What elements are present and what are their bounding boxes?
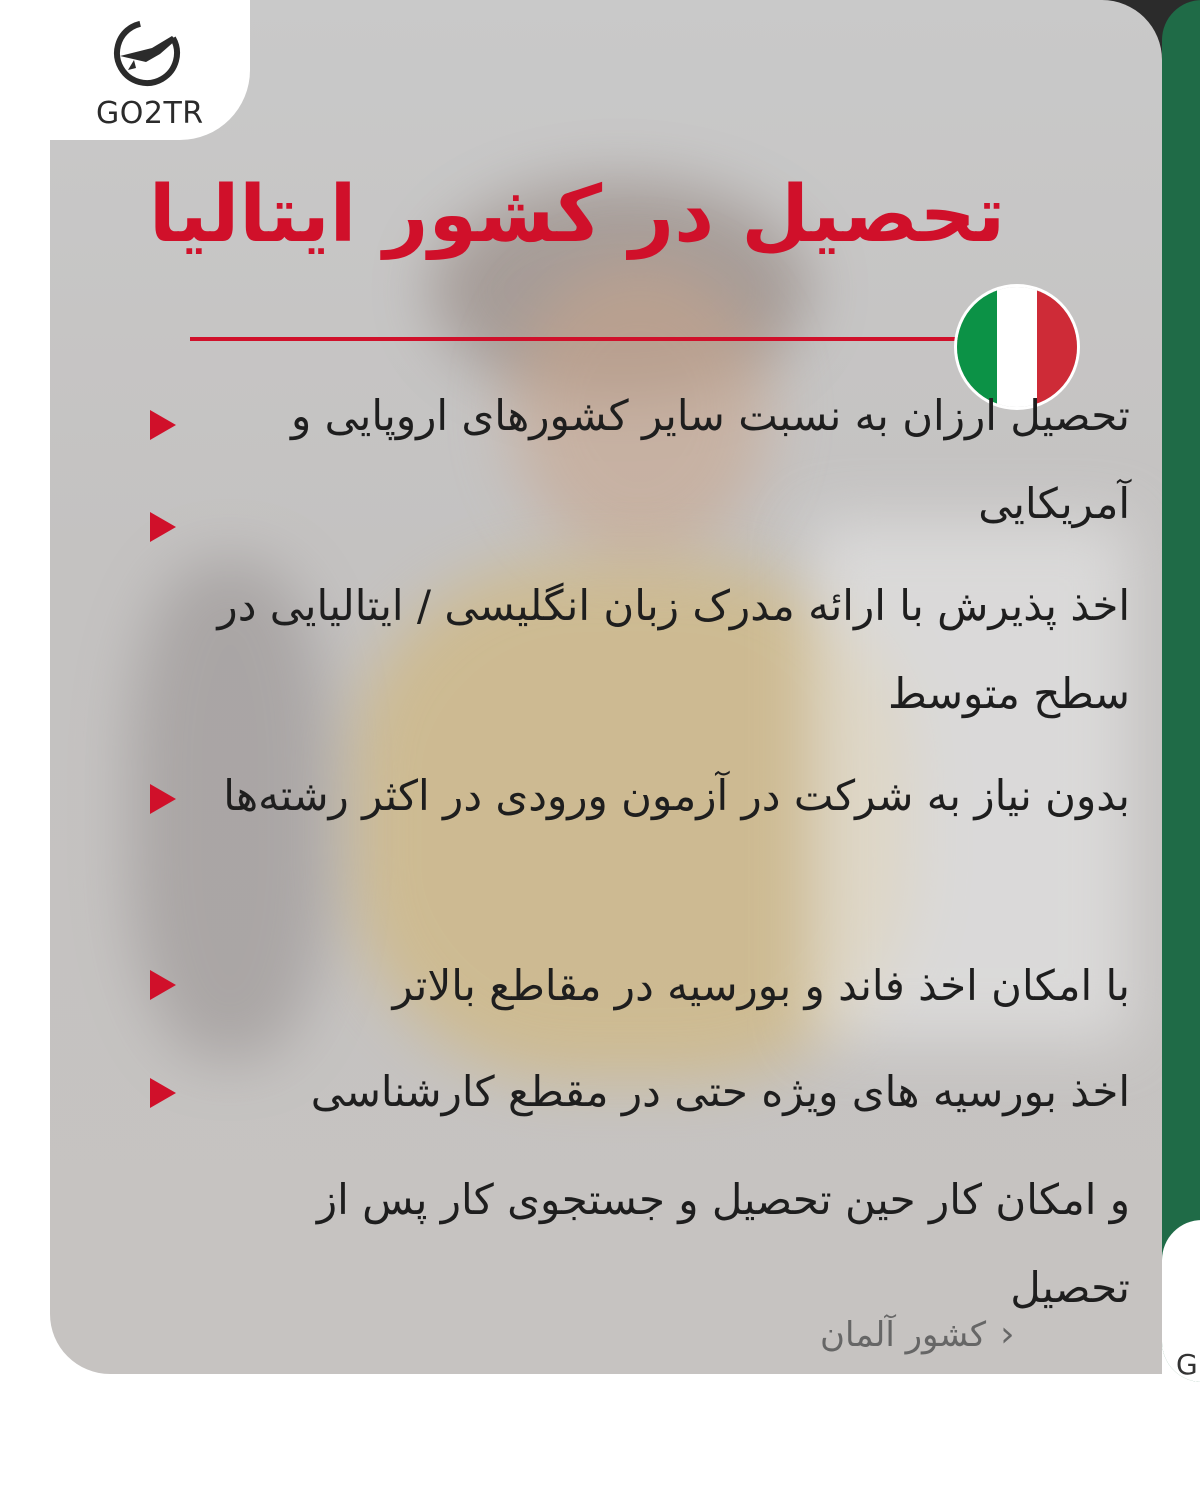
list-item: و امکان کار حین تحصیل و جستجوی کار پس از تحصیل: [316, 1175, 1130, 1312]
bullet-icon: [150, 970, 176, 1000]
list-item: بدون نیاز به شرکت در آزمون ورودی در اکثر رشته‌ها: [223, 771, 1130, 820]
list-item: اخذ پذیرش با ارائه مدرک زبان انگلیسی / ایتالیایی در سطح متوسط: [217, 581, 1130, 718]
list-item: با امکان اخذ فاند و بورسیه در مقاطع بالاتر: [392, 961, 1130, 1010]
next-slide-logo-text: G: [1176, 1348, 1198, 1381]
list-item: تحصیل ارزان به نسبت سایر کشورهای اروپایی و آمریکایی: [291, 391, 1130, 528]
next-country-label: کشور آلمان: [820, 1315, 987, 1355]
logo-text: GO2TR: [96, 96, 204, 131]
page-title: تحصیل در کشور ایتالیا: [148, 170, 1006, 260]
list-item: اخذ بورسیه های ویژه حتی در مقطع کارشناسی: [310, 1067, 1130, 1116]
benefits-list: [50, 0, 1162, 1374]
next-country-link[interactable]: [820, 1314, 1015, 1355]
bullet-icon: [150, 410, 176, 440]
bullet-icon: [150, 1078, 176, 1108]
main-card: [50, 0, 1162, 1374]
bullet-icon: [150, 512, 176, 542]
chevron-left-icon: ‹: [1000, 1314, 1015, 1355]
next-slide-card[interactable]: [1162, 0, 1200, 1382]
bullet-icon: [150, 784, 176, 814]
